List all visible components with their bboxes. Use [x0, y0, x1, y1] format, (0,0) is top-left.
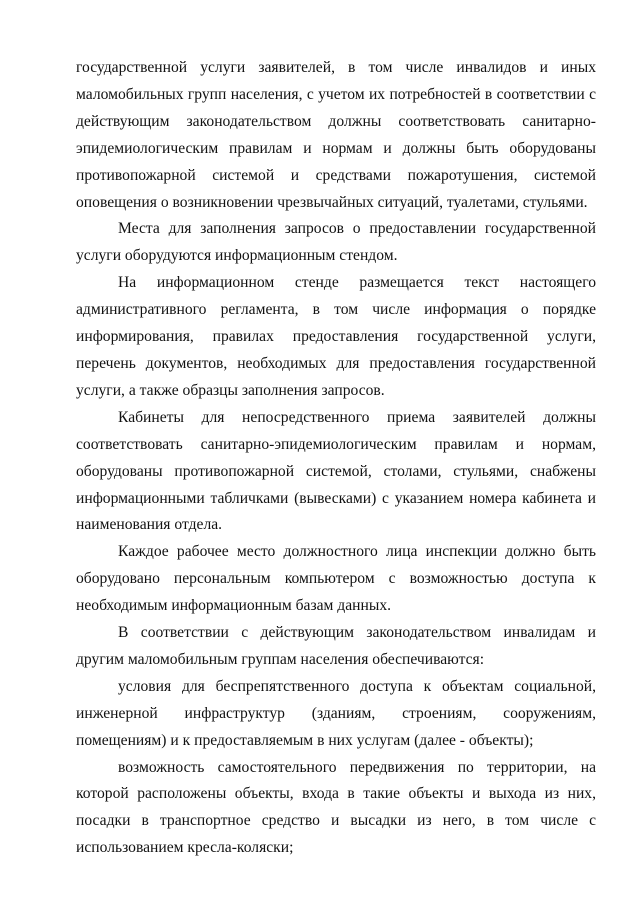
paragraph-continued: государственной услуги заявителей, в том числе инвалидов и иных маломобильных групп населения, с учетом их потребностей в соответствии с действующим законодательством должны соответствовать санитарно-эпидемиологическим правилам и нормам и должны быть оборудованы противопожарной системой и средствами пожаротушения, системой оповещения о возникновении чрезвычайных ситуаций, туалетами, стульями.: [76, 59, 596, 211]
document-body: [76, 55, 596, 862]
paragraph-accessibility-movement: возможность самостоятельного передвижения по территории, на которой расположены объекты, входа в такие объекты и выхода из них, посадки в транспортное средство и высадки из него, в том числе с использованием кресла-коляски;: [76, 758, 596, 857]
paragraph-offices: Кабинеты для непосредственного приема заявителей должны соответствовать санитарно-эпидемиологическим правилам и нормам, оборудованы противопожарной системой, столами, стульями, снабжены информационными табличками (вывесками) с указанием номера кабинета и наименования отдела.: [76, 408, 596, 534]
paragraph-accessibility-conditions: условия для беспрепятственного доступа к объектам социальной, инженерной инфраструктур (зданиям, строениям, сооружениям, помещениям) и к предоставляемым в них услугам (далее - объекты);: [76, 677, 596, 749]
paragraph-workplace: Каждое рабочее место должностного лица инспекции должно быть оборудовано персональным компьютером с возможностью доступа к необходимым информационным базам данных.: [76, 543, 596, 615]
paragraph-info-stand-contents: На информационном стенде размещается текст настоящего административного регламента, в том числе информация о порядке информирования, правилах предоставления государственной услуги, перечень документов, необходимых для предоставления государственной услуги, а также образцы заполнения запросов.: [76, 274, 596, 399]
paragraph-accessibility-intro: В соответствии с действующим законодательством инвалидам и другим маломобильным группам населения обеспечиваются:: [76, 624, 596, 668]
paragraph-info-stand-places: Места для заполнения запросов о предоставлении государственной услуги оборудуются информационным стендом.: [76, 220, 596, 265]
